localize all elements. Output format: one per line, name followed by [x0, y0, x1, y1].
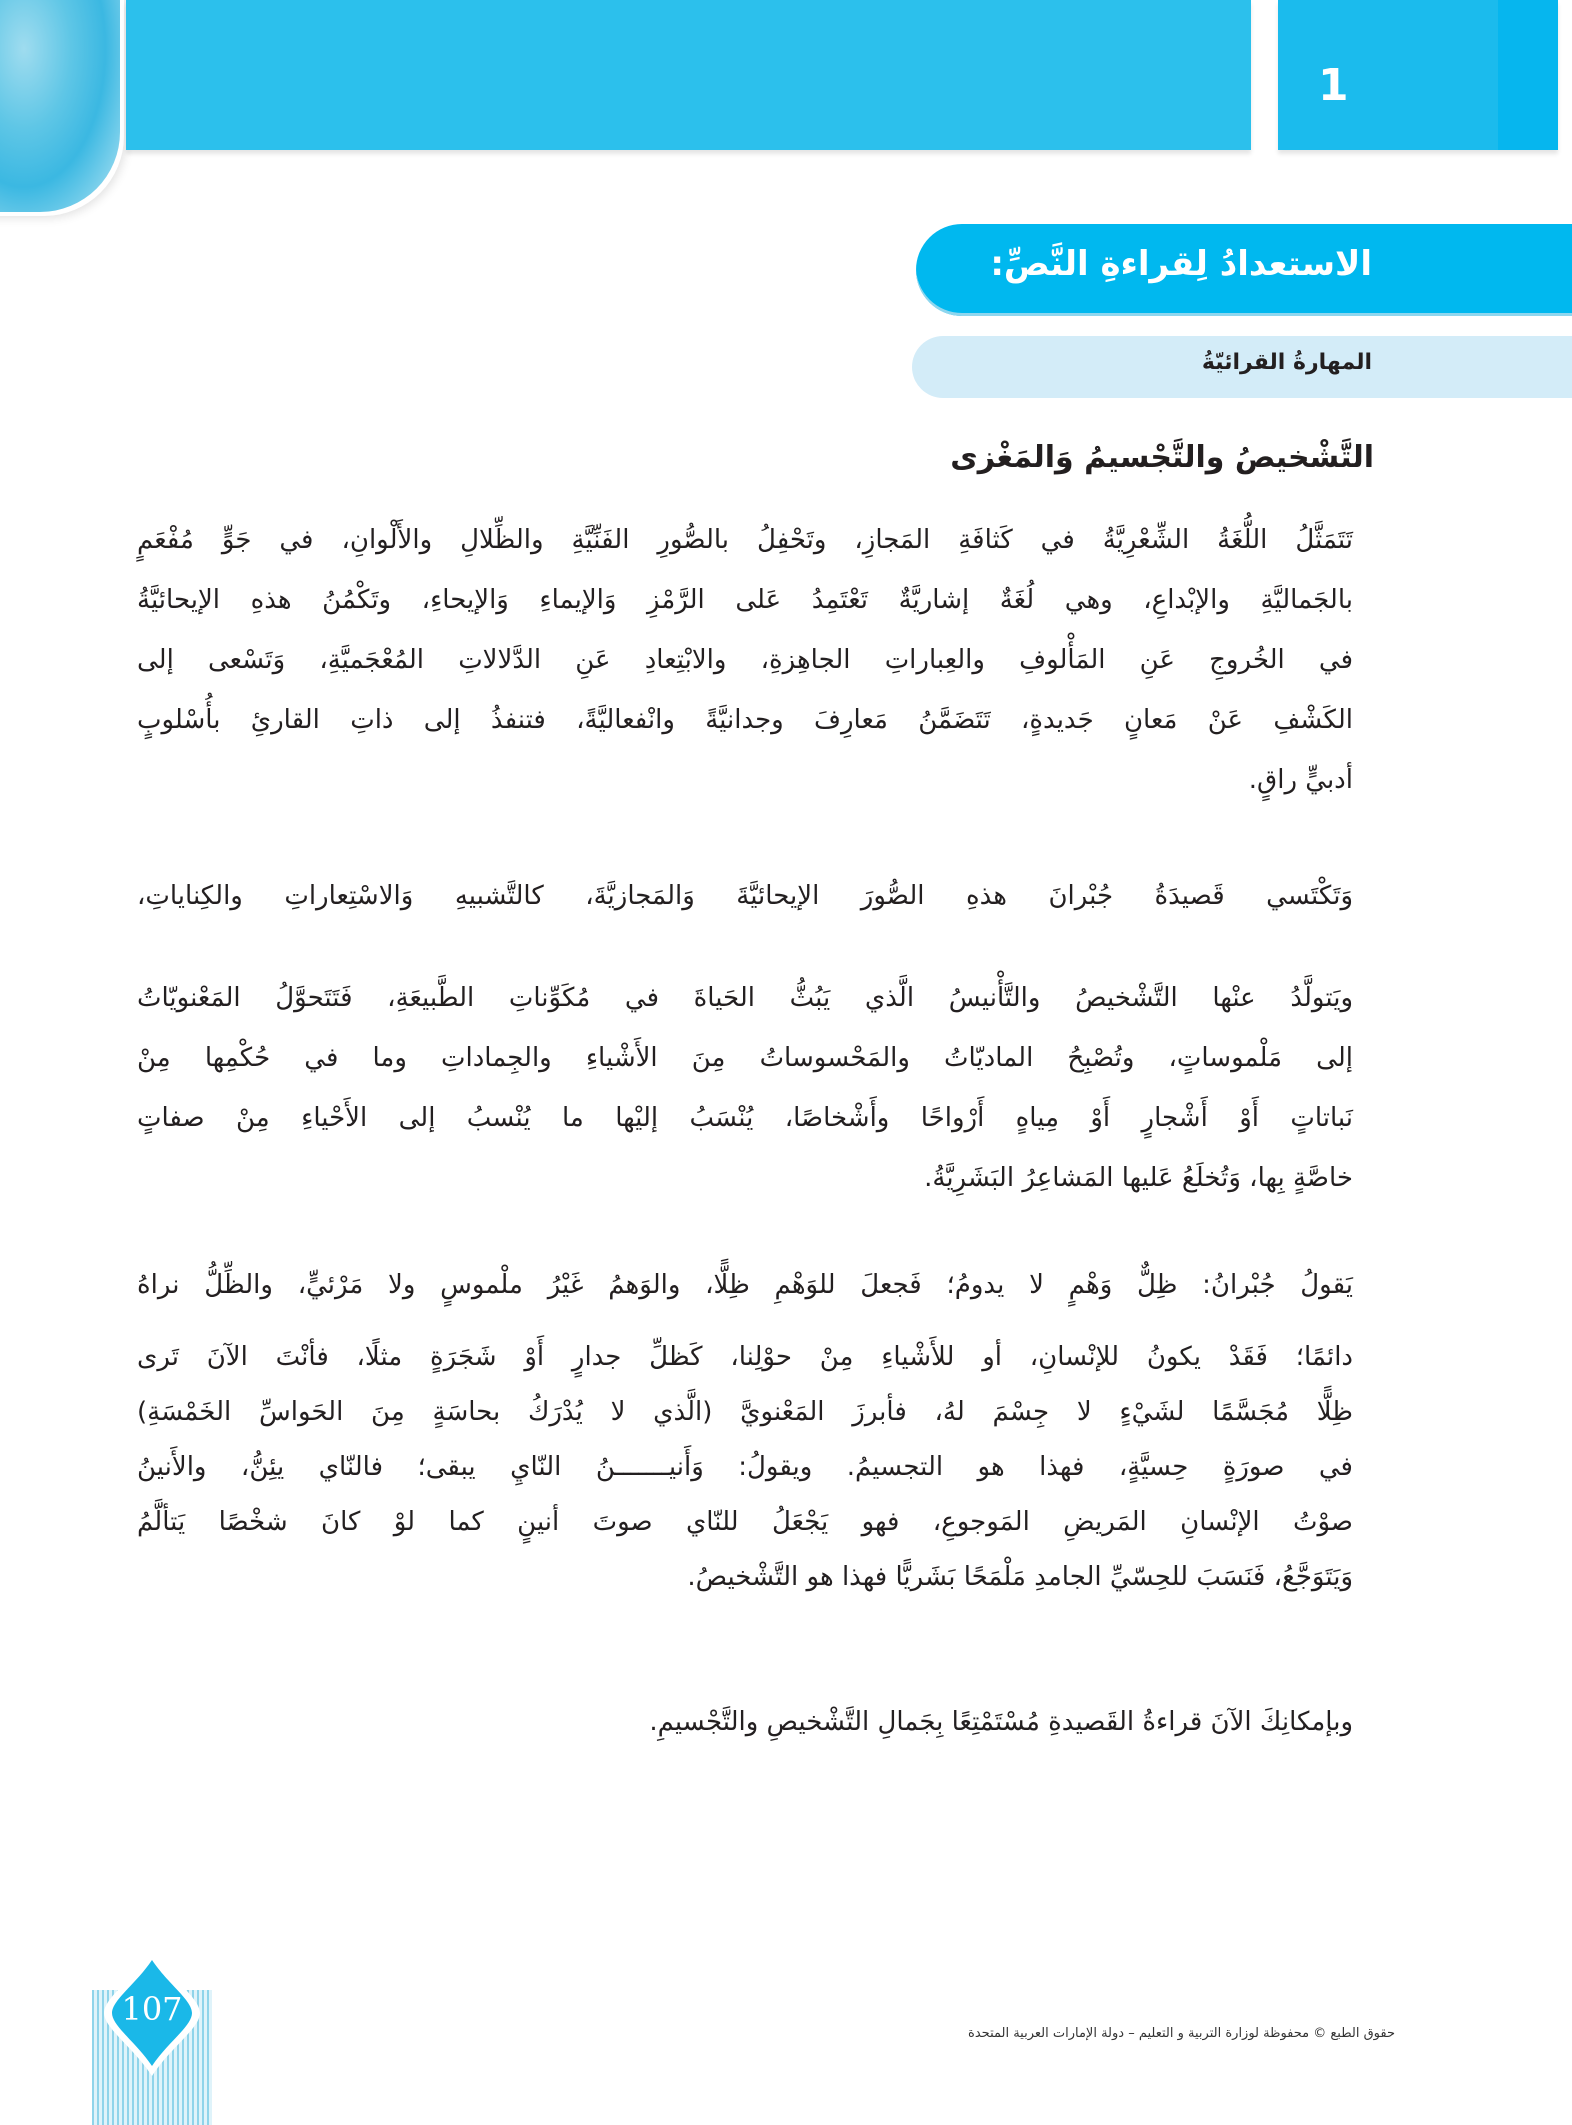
paragraph-1	[137, 510, 1353, 810]
copyright-footer: حقوق الطبع © محفوظة لوزارة التربية و التعليم – دولة الإمارات العربية المتحدة	[968, 2026, 1395, 2041]
text-line: في صورَةٍ حِسيَّةٍ، فهذا هو التجسيمُ. ويقولُ: وَأَنيـــــــنُ النّايِ يبقى؛ فالنّاي يئِنُّ، والأَنينُ	[137, 1452, 1353, 1482]
text-line: وبإمكانِكَ الآنَ قراءةُ القَصيدةِ مُسْتَمْتِعًا بِجَمالِ التَّشْخيصِ والتَّجْسيمِ.	[649, 1707, 1353, 1737]
text-line: يَقولُ جُبْرانُ: ظِلٌّ وَهْمٍ لا يدومُ؛ فَجعلَ للوَهْمِ ظِلًّا، والوَهمُ غَيْرُ ملْموسٍ ولا مَرْئيٍّ، والظِّلُّ نراهُ	[137, 1270, 1353, 1300]
text-line: الكَشْفِ عَنْ مَعانٍ جَديدةٍ، تَتَضَمَّنُ مَعارِفَ وجدانيَّةً وانْفعاليَّةً، فتنفذُ إلى ذاتِ القارئِ بأُسْلوبٍ	[137, 705, 1353, 735]
text-line: بالجَماليَّةِ والإبْداعِ، وهي لُغَةٌ إشاريَّةٌ تَعْتَمِدُ عَلى الرَّمْزِ وَالإيماءِ وَالإيحاءِ، وتَكْمُنُ هذهِ الإيحائيَّةُ	[137, 585, 1353, 615]
paragraph-4	[137, 1255, 1353, 1315]
text-line: وَتَكْتَسي قَصيدَةُ جُبْرانَ هذهِ الصُّورَ الإيحائيَّةَ وَالمَجازيَّةَ، كالتَّشبيهِ وَالاسْتِعاراتِ والكِناياتِ،	[137, 881, 1353, 911]
lesson-heading: التَّشْخيصُ والتَّجْسيمُ وَالمَغْزى	[950, 440, 1374, 475]
paragraph-5	[137, 1330, 1353, 1605]
section-subtitle: المهارةُ القرائيّةُ	[1201, 350, 1372, 375]
text-line: أدبيٍّ راقٍ.	[1248, 765, 1353, 795]
unit-tab	[1278, 0, 1558, 150]
unit-number: 1	[1318, 60, 1349, 111]
unit-tab-edge	[1498, 0, 1558, 150]
paragraph-3	[137, 968, 1353, 1208]
paragraph-2	[137, 866, 1353, 926]
text-line: دائمًا؛ فَقَدْ يكونُ للإنْسانِ، أو للأَشْياءِ مِنْ حوْلِنا، كَظلِّ جدارٍ أَوْ شَجَرَةٍ مثلًا، فأنْتَ الآنَ تَرى	[137, 1342, 1353, 1372]
text-line: تَتَمَثَّلُ اللُّغَةُ الشِّعْرِيَّةُ في كَثافَةِ المَجازِ، وتَحْفِلُ بالصُّورِ الفَنِّيَّةِ والظِّلالِ والأَلْوانِ، في جَوٍّ مُفْعَمٍ	[137, 525, 1353, 555]
text-line: خاصَّةٍ بِها، وَتُخلَعُ عَليها المَشاعِرُ البَشَرِيَّةُ.	[924, 1163, 1353, 1193]
text-line: نَباتاتٍ أَوْ أَشْجارٍ أَوْ مِياهٍ أَرْواحًا وأَشْخاصًا، يُنْسَبُ إليْها ما يُنْسبُ إلى الأَحْياءِ مِنْ صفاتٍ	[137, 1103, 1353, 1133]
section-subtitle-banner	[912, 336, 1572, 398]
text-line: وَيَتَوَجَّعُ، فَنَسَبَ للحِسّيِّ الجامدِ مَلْمَحًا بَشَريًّا فهذا هو التَّشْخيصُ.	[687, 1562, 1353, 1592]
section-title-banner	[916, 224, 1572, 316]
paragraph-6	[137, 1692, 1353, 1752]
text-line: ظِلًّا مُجَسَّمًا لشَيْءٍ لا جِسْمَ لهُ، فأبرزَ المَعْنويَّ (الَّذي لا يُدْرَكُ بحاسَةٍ مِنَ الحَواسِّ الخَمْسَةِ)	[137, 1397, 1353, 1427]
text-line: في الخُروجِ عَنِ المَأْلوفِ والعِباراتِ الجاهِزةِ، والابْتِعادِ عَنِ الدَّلالاتِ المُعْجَميَّةِ، وَتَسْعى إلى	[137, 645, 1353, 675]
text-line: ويَتولَّدُ عنْها التَّشْخيصُ والتَّأْنيسُ الَّذي يَبُثُّ الحَياةَ في مُكَوِّناتِ الطَّبيعَةِ، فَتَتَحوَّلُ المَعْنويّاتُ	[137, 983, 1353, 1013]
page-number: 107	[121, 1990, 183, 2028]
text-line: صوْتُ الإنْسانِ المَريضِ المَوجوعِ، فهو يَجْعَلُ للنّاي صوتَ أنينٍ كما لوْ كانَ شخْصًا يَتألَّمُ	[137, 1507, 1353, 1537]
decorative-circle-image	[0, 0, 120, 212]
header-band	[126, 0, 1251, 150]
text-line: إلى مَلْموساتٍ، وتُصْبِحُ الماديّاتُ والمَحْسوساتُ مِنَ الأَشْياءِ والجِماداتِ وما في حُكْمِها مِنْ	[137, 1043, 1353, 1073]
section-title: الاستعدادُ لِقراءةِ النَّصِّ:	[990, 244, 1372, 284]
